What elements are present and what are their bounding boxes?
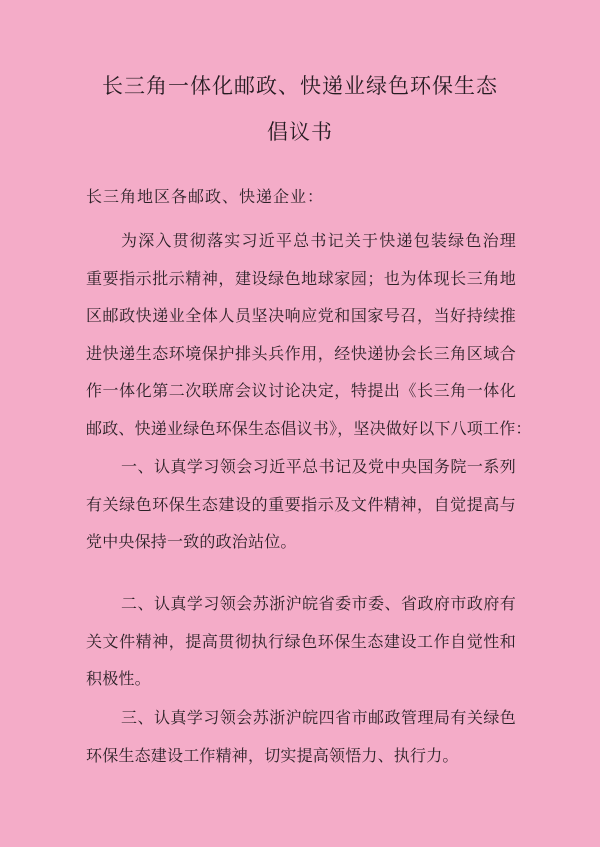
paragraph-line: 区邮政快递业全体人员坚决响应党和国家号召，当好持续推	[86, 306, 516, 325]
paragraph-line: 一、认真学习领会习近平总书记及党中央国务院一系列	[121, 457, 516, 476]
document-title-line-2: 倡议书	[267, 120, 333, 144]
document-title-line-1: 长三角一体化邮政、快递业绿色环保生态	[102, 74, 498, 98]
paragraph-line: 环保生态建设工作精神，切实提高领悟力、执行力。	[86, 745, 459, 765]
paragraph-line: 三、认真学习领会苏浙沪皖四省市邮政管理局有关绿色	[121, 708, 516, 727]
paragraph-line: 重要指示批示精神，建设绿色地球家园；也为体现长三角地	[86, 268, 516, 288]
paragraph-4	[86, 699, 516, 774]
paragraph-line: 进快递生态环境保护排头兵作用，经快递协会长三角区域合	[86, 343, 516, 363]
paragraph-1	[86, 222, 532, 447]
paragraph-line: 积极性。	[86, 669, 151, 688]
paragraph-line: 关文件精神，提高贯彻执行绿色环保生态建设工作自觉性和	[86, 631, 516, 651]
paragraph-line: 邮政、快递业绿色环保生态倡议书》，坚决做好以下八项工作：	[86, 418, 532, 438]
paragraph-2	[86, 448, 516, 561]
paragraph-line: 作一体化第二次联席会议讨论决定，特提出《长三角一体化	[86, 381, 516, 400]
paragraph-line: 二、认真学习领会苏浙沪皖省委市委、省政府市政府有	[121, 594, 516, 613]
salutation: 长三角地区各邮政、快递企业：	[86, 187, 325, 206]
paragraph-line: 有关绿色环保生态建设的重要指示及文件精神，自觉提高与	[86, 494, 516, 514]
paragraph-line: 党中央保持一致的政治站位。	[86, 532, 297, 551]
paragraph-3	[86, 585, 516, 698]
paragraph-line: 为深入贯彻落实习近平总书记关于快递包装绿色治理	[121, 231, 516, 250]
